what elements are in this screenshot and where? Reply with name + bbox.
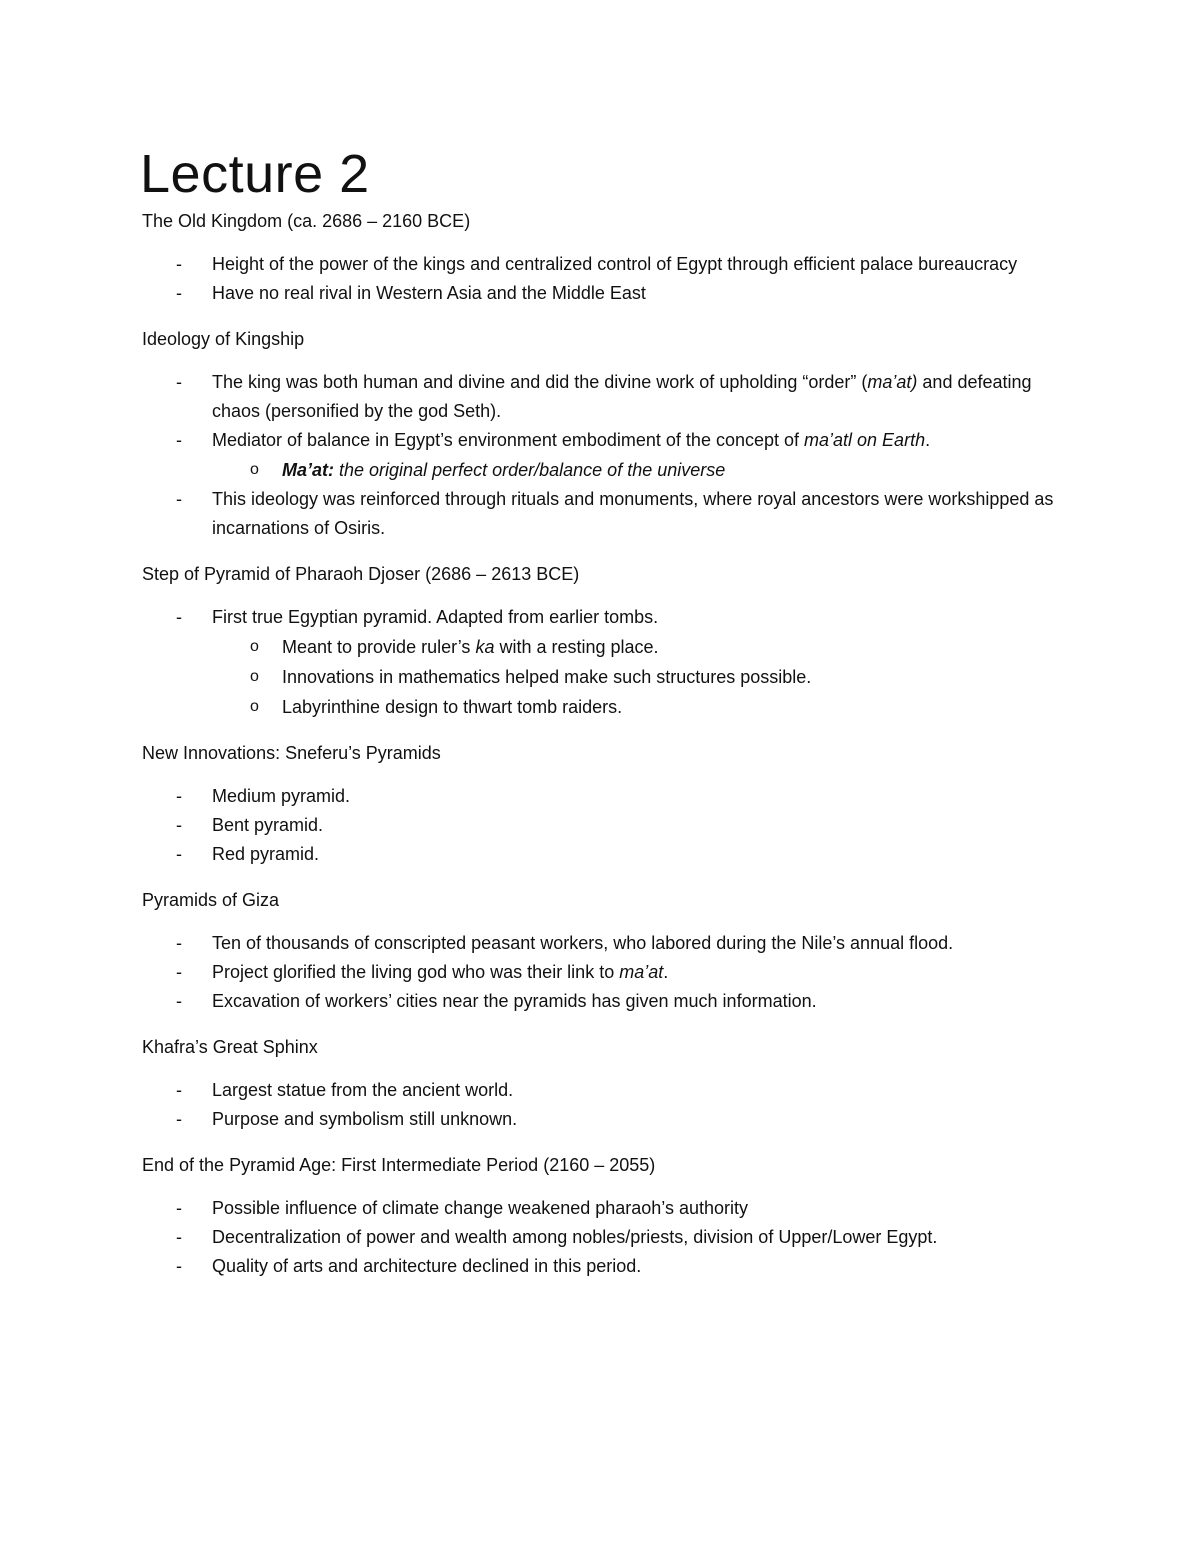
list-item	[142, 279, 1062, 308]
circle-bullet-icon: o	[250, 461, 259, 478]
section	[142, 740, 1062, 869]
section	[142, 1034, 1062, 1134]
dash-bullet-icon: -	[176, 1109, 182, 1129]
item-text: Possible influence of climate change weakened pharaoh’s authority	[212, 1198, 749, 1218]
list-item	[142, 1252, 1062, 1281]
list-item	[142, 958, 1062, 987]
item-text: Decentralization of power and wealth among nobles/priests, division of Upper/Lower Egypt.	[212, 1227, 938, 1247]
item-emphasis: ka	[475, 637, 495, 657]
page-title: Lecture 2	[140, 144, 370, 204]
bullet-list	[142, 782, 1062, 869]
list-item	[142, 1105, 1062, 1134]
section	[142, 1152, 1062, 1281]
list-item	[142, 987, 1062, 1016]
list-item	[142, 1223, 1062, 1252]
section-heading: Khafra’s Great Sphinx	[142, 1037, 318, 1057]
circle-bullet-icon: o	[250, 638, 259, 655]
list-item	[142, 485, 1062, 543]
dash-bullet-icon: -	[176, 991, 182, 1011]
item-emphasis: ma’at	[619, 962, 664, 982]
sub-list-item	[142, 692, 1062, 722]
dash-bullet-icon: -	[176, 489, 182, 509]
item-text: Project glorified the living god who was their link to	[212, 962, 620, 982]
bullet-list	[142, 1076, 1062, 1134]
section-heading: Step of Pyramid of Pharaoh Djoser (2686 – 2613 BCE)	[142, 564, 580, 584]
bullet-list	[142, 368, 1062, 543]
section	[142, 887, 1062, 1016]
sub-list-item	[142, 632, 1062, 662]
item-text: Innovations in mathematics helped make such structures possible.	[282, 667, 812, 687]
item-text: Mediator of balance in Egypt’s environment embodiment of the concept of	[212, 430, 805, 450]
list-item	[142, 368, 1062, 426]
item-text: The king was both human and divine and did the divine work of upholding “order” (	[212, 372, 868, 392]
dash-bullet-icon: -	[176, 430, 182, 450]
item-text: and defeating chaos (personified by the god Seth).	[212, 372, 1032, 421]
section-heading: Pyramids of Giza	[142, 890, 280, 910]
section-heading: Ideology of Kingship	[142, 329, 305, 349]
item-text: Quality of arts and architecture declined in this period.	[212, 1256, 642, 1276]
document-content	[142, 140, 1062, 1299]
item-text: Meant to provide ruler’s	[282, 637, 476, 657]
list-item	[142, 811, 1062, 840]
bullet-list	[142, 929, 1062, 1016]
dash-bullet-icon: -	[176, 962, 182, 982]
item-text: Bent pyramid.	[212, 815, 324, 835]
sub-list-item	[142, 455, 1062, 485]
dash-bullet-icon: -	[176, 607, 182, 627]
dash-bullet-icon: -	[176, 1256, 182, 1276]
list-item	[142, 840, 1062, 869]
dash-bullet-icon: -	[176, 372, 182, 392]
dash-bullet-icon: -	[176, 1080, 182, 1100]
item-text: Purpose and symbolism still unknown.	[212, 1109, 518, 1129]
dash-bullet-icon: -	[176, 786, 182, 806]
item-text: Largest statue from the ancient world.	[212, 1080, 514, 1100]
item-text: Labyrinthine design to thwart tomb raiders.	[282, 697, 623, 717]
item-text: Ten of thousands of conscripted peasant workers, who labored during the Nile’s annual flood.	[212, 933, 954, 953]
list-item	[142, 782, 1062, 811]
item-emphasis: ma’atl on Earth	[804, 430, 926, 450]
sub-list-item	[142, 662, 1062, 692]
item-text: Height of the power of the kings and centralized control of Egypt through efficient palace bureaucracy	[212, 254, 1018, 274]
dash-bullet-icon: -	[176, 815, 182, 835]
section-heading: End of the Pyramid Age: First Intermediate Period (2160 – 2055)	[142, 1155, 656, 1175]
bullet-list	[142, 1194, 1062, 1281]
item-text: with a resting place.	[494, 637, 659, 657]
bullet-list	[142, 250, 1062, 308]
list-item	[142, 1076, 1062, 1105]
item-text: .	[663, 962, 669, 982]
list-item	[142, 1194, 1062, 1223]
dash-bullet-icon: -	[176, 1198, 182, 1218]
item-text: Have no real rival in Western Asia and the Middle East	[212, 283, 646, 303]
item-text: .	[925, 430, 931, 450]
section-heading: The Old Kingdom (ca. 2686 – 2160 BCE)	[142, 211, 471, 231]
item-emphasis: ma’at)	[867, 372, 918, 392]
list-item	[142, 250, 1062, 279]
dash-bullet-icon: -	[176, 254, 182, 274]
bullet-list	[142, 603, 1062, 722]
circle-bullet-icon: o	[250, 698, 259, 715]
item-text: Excavation of workers’ cities near the pyramids has given much information.	[212, 991, 817, 1011]
item-text: Medium pyramid.	[212, 786, 351, 806]
item-text: First true Egyptian pyramid. Adapted from earlier tombs.	[212, 607, 659, 627]
section-heading: New Innovations: Sneferu’s Pyramids	[142, 743, 441, 763]
item-emphasis: the original perfect order/balance of the universe	[334, 460, 726, 480]
list-item	[142, 929, 1062, 958]
dash-bullet-icon: -	[176, 844, 182, 864]
section	[142, 208, 1062, 308]
item-text: Red pyramid.	[212, 844, 320, 864]
dash-bullet-icon: -	[176, 933, 182, 953]
list-item	[142, 603, 1062, 632]
dash-bullet-icon: -	[176, 283, 182, 303]
sub-list	[142, 455, 1062, 485]
circle-bullet-icon: o	[250, 668, 259, 685]
section	[142, 326, 1062, 543]
dash-bullet-icon: -	[176, 1227, 182, 1247]
item-term: Ma’at:	[282, 460, 335, 480]
list-item	[142, 426, 1062, 455]
sections-container	[142, 208, 1062, 1281]
sub-list	[142, 632, 1062, 722]
section	[142, 561, 1062, 722]
item-text: This ideology was reinforced through rituals and monuments, where royal ancestors were workshipped as incarnations of Osiris.	[212, 489, 1054, 538]
